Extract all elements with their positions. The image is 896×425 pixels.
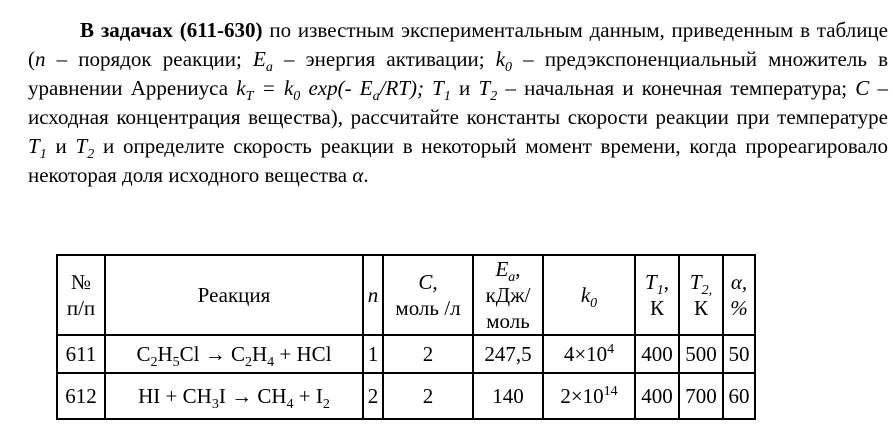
symbol-ea: $E_a$: [253, 47, 273, 76]
text-fragment: – начальная и конечная температура;: [497, 76, 856, 100]
cell-concentration: 2: [383, 373, 473, 419]
cell-reaction: HI + $CH_3I \to CH_4 + I_2$: [105, 373, 363, 419]
header-reaction: Реакция: [105, 255, 363, 335]
text-fragment: и: [46, 134, 76, 158]
symbol-t1: $T_1$: [432, 76, 451, 105]
header-t1: $T_1$, К: [635, 255, 679, 335]
cell-activation-energy: 140: [473, 373, 543, 419]
cell-t1: 400: [635, 373, 679, 419]
cell-concentration: 2: [383, 335, 473, 373]
cell-number: 612: [57, 373, 105, 419]
symbol-k0: $k_0$: [495, 47, 513, 76]
arrhenius-formula: $k_T = k_0$ exp(- $E_a/RT$);: [236, 76, 424, 105]
cell-alpha: 50: [723, 335, 755, 373]
table-row: [57, 335, 755, 373]
text-fragment: [424, 76, 432, 100]
cell-order: 1: [363, 335, 383, 373]
problem-lead: В задачах (611-630): [80, 18, 263, 42]
cell-preexponential: $2\times 10^{14}$: [543, 373, 635, 419]
table-header-row: [57, 255, 755, 335]
header-activation-energy: $E_a$, кДж/ моль: [473, 255, 543, 335]
problem-text: [28, 16, 888, 190]
symbol-n: n: [35, 47, 46, 71]
symbol-c: C: [855, 76, 870, 100]
cell-t2: 500: [679, 335, 723, 373]
symbol-t2: $T_2$: [75, 134, 95, 163]
cell-t1: 400: [635, 335, 679, 373]
cell-order: 2: [363, 373, 383, 419]
text-fragment: .: [363, 163, 369, 187]
cell-activation-energy: 247,5: [473, 335, 543, 373]
symbol-t2: $T_2$: [478, 76, 498, 105]
cell-number: 611: [57, 335, 105, 373]
text-fragment: и определите скорость реакции в некоторый момент времени, когда прореагировало некоторая доля исходного вещества: [28, 134, 888, 187]
cell-reaction: $C_2H_5Cl \to C_2H_4$ + HCl: [105, 335, 363, 373]
header-alpha: α, %: [723, 255, 755, 335]
text-fragment: по известным экспериментальным данным, приведенным в таблице (: [28, 18, 888, 71]
cell-t2: 700: [679, 373, 723, 419]
text-fragment: – порядок реакции;: [45, 47, 254, 71]
text-fragment: – исходная концентрация вещества), рассчитайте константы скорости реакции при температуре: [28, 76, 889, 129]
text-fragment: – энергия активации;: [272, 47, 496, 71]
text-fragment: – предэкспоненциальный множитель в уравнении Аррениуса: [28, 47, 889, 100]
symbol-alpha: α: [352, 163, 364, 187]
header-order: n: [363, 255, 383, 335]
header-concentration: C, моль /л: [383, 255, 473, 335]
symbol-t1: $T_1$: [28, 134, 47, 163]
reaction-data-table: [56, 254, 756, 420]
cell-preexponential: $4\times 10^4$: [543, 335, 635, 373]
header-preexponential: $k_0$: [543, 255, 635, 335]
header-number: № п/п: [57, 255, 105, 335]
cell-alpha: 60: [723, 373, 755, 419]
header-t2: $T_{2,}$ К: [679, 255, 723, 335]
table-row: [57, 373, 755, 419]
text-fragment: и: [450, 76, 479, 100]
